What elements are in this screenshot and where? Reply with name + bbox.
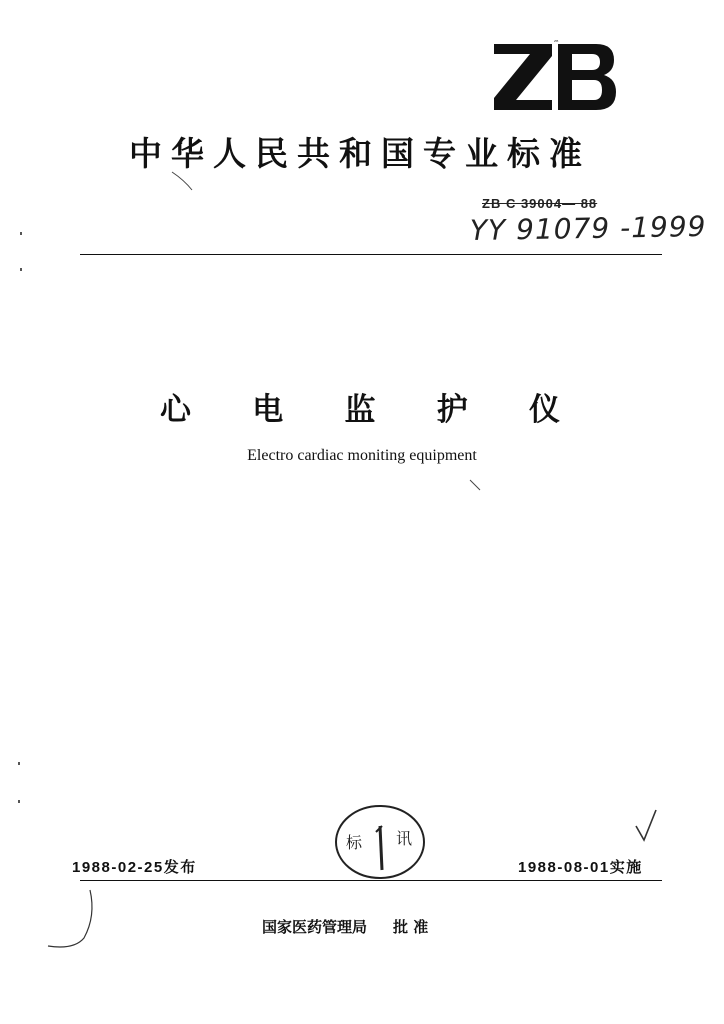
approval-line — [262, 916, 428, 937]
title-char: 监 — [344, 392, 376, 428]
pen-tick — [468, 478, 482, 492]
title-char: 电 — [252, 392, 284, 428]
document-title-english: Electro cardiac moniting equipment — [247, 447, 477, 464]
seal-stamp — [326, 796, 434, 880]
page-title: 中华人民共和国专业标准 — [129, 134, 591, 173]
svg-text:标: 标 — [346, 833, 363, 852]
approve-label: 批 准 — [393, 918, 429, 936]
scan-speck — [20, 232, 22, 235]
footer-divider — [80, 880, 662, 881]
scan-speck — [20, 268, 22, 271]
authority-name: 国家医药管理局 — [262, 918, 368, 936]
title-char: 心 — [160, 392, 191, 428]
title-char: 护 — [436, 392, 468, 428]
zb-logo — [492, 40, 617, 112]
svg-text:ZB: ZB — [554, 40, 559, 43]
pen-scribble — [40, 886, 120, 956]
effective-date: 1988-08-01实施 — [518, 859, 643, 876]
check-mark-icon — [634, 808, 658, 842]
old-standard-code: ZB C 39004— 88 — [482, 196, 598, 211]
header-divider — [80, 254, 662, 255]
svg-text:讯: 讯 — [396, 829, 413, 848]
scan-speck — [18, 800, 20, 803]
scan-speck — [18, 762, 20, 765]
handwritten-new-code: YY 91079 -1999 — [469, 209, 707, 248]
pen-tick — [170, 168, 196, 194]
issue-date: 1988-02-25发布 — [72, 859, 197, 876]
document-title — [160, 384, 560, 429]
title-char: 仪 — [529, 392, 560, 428]
